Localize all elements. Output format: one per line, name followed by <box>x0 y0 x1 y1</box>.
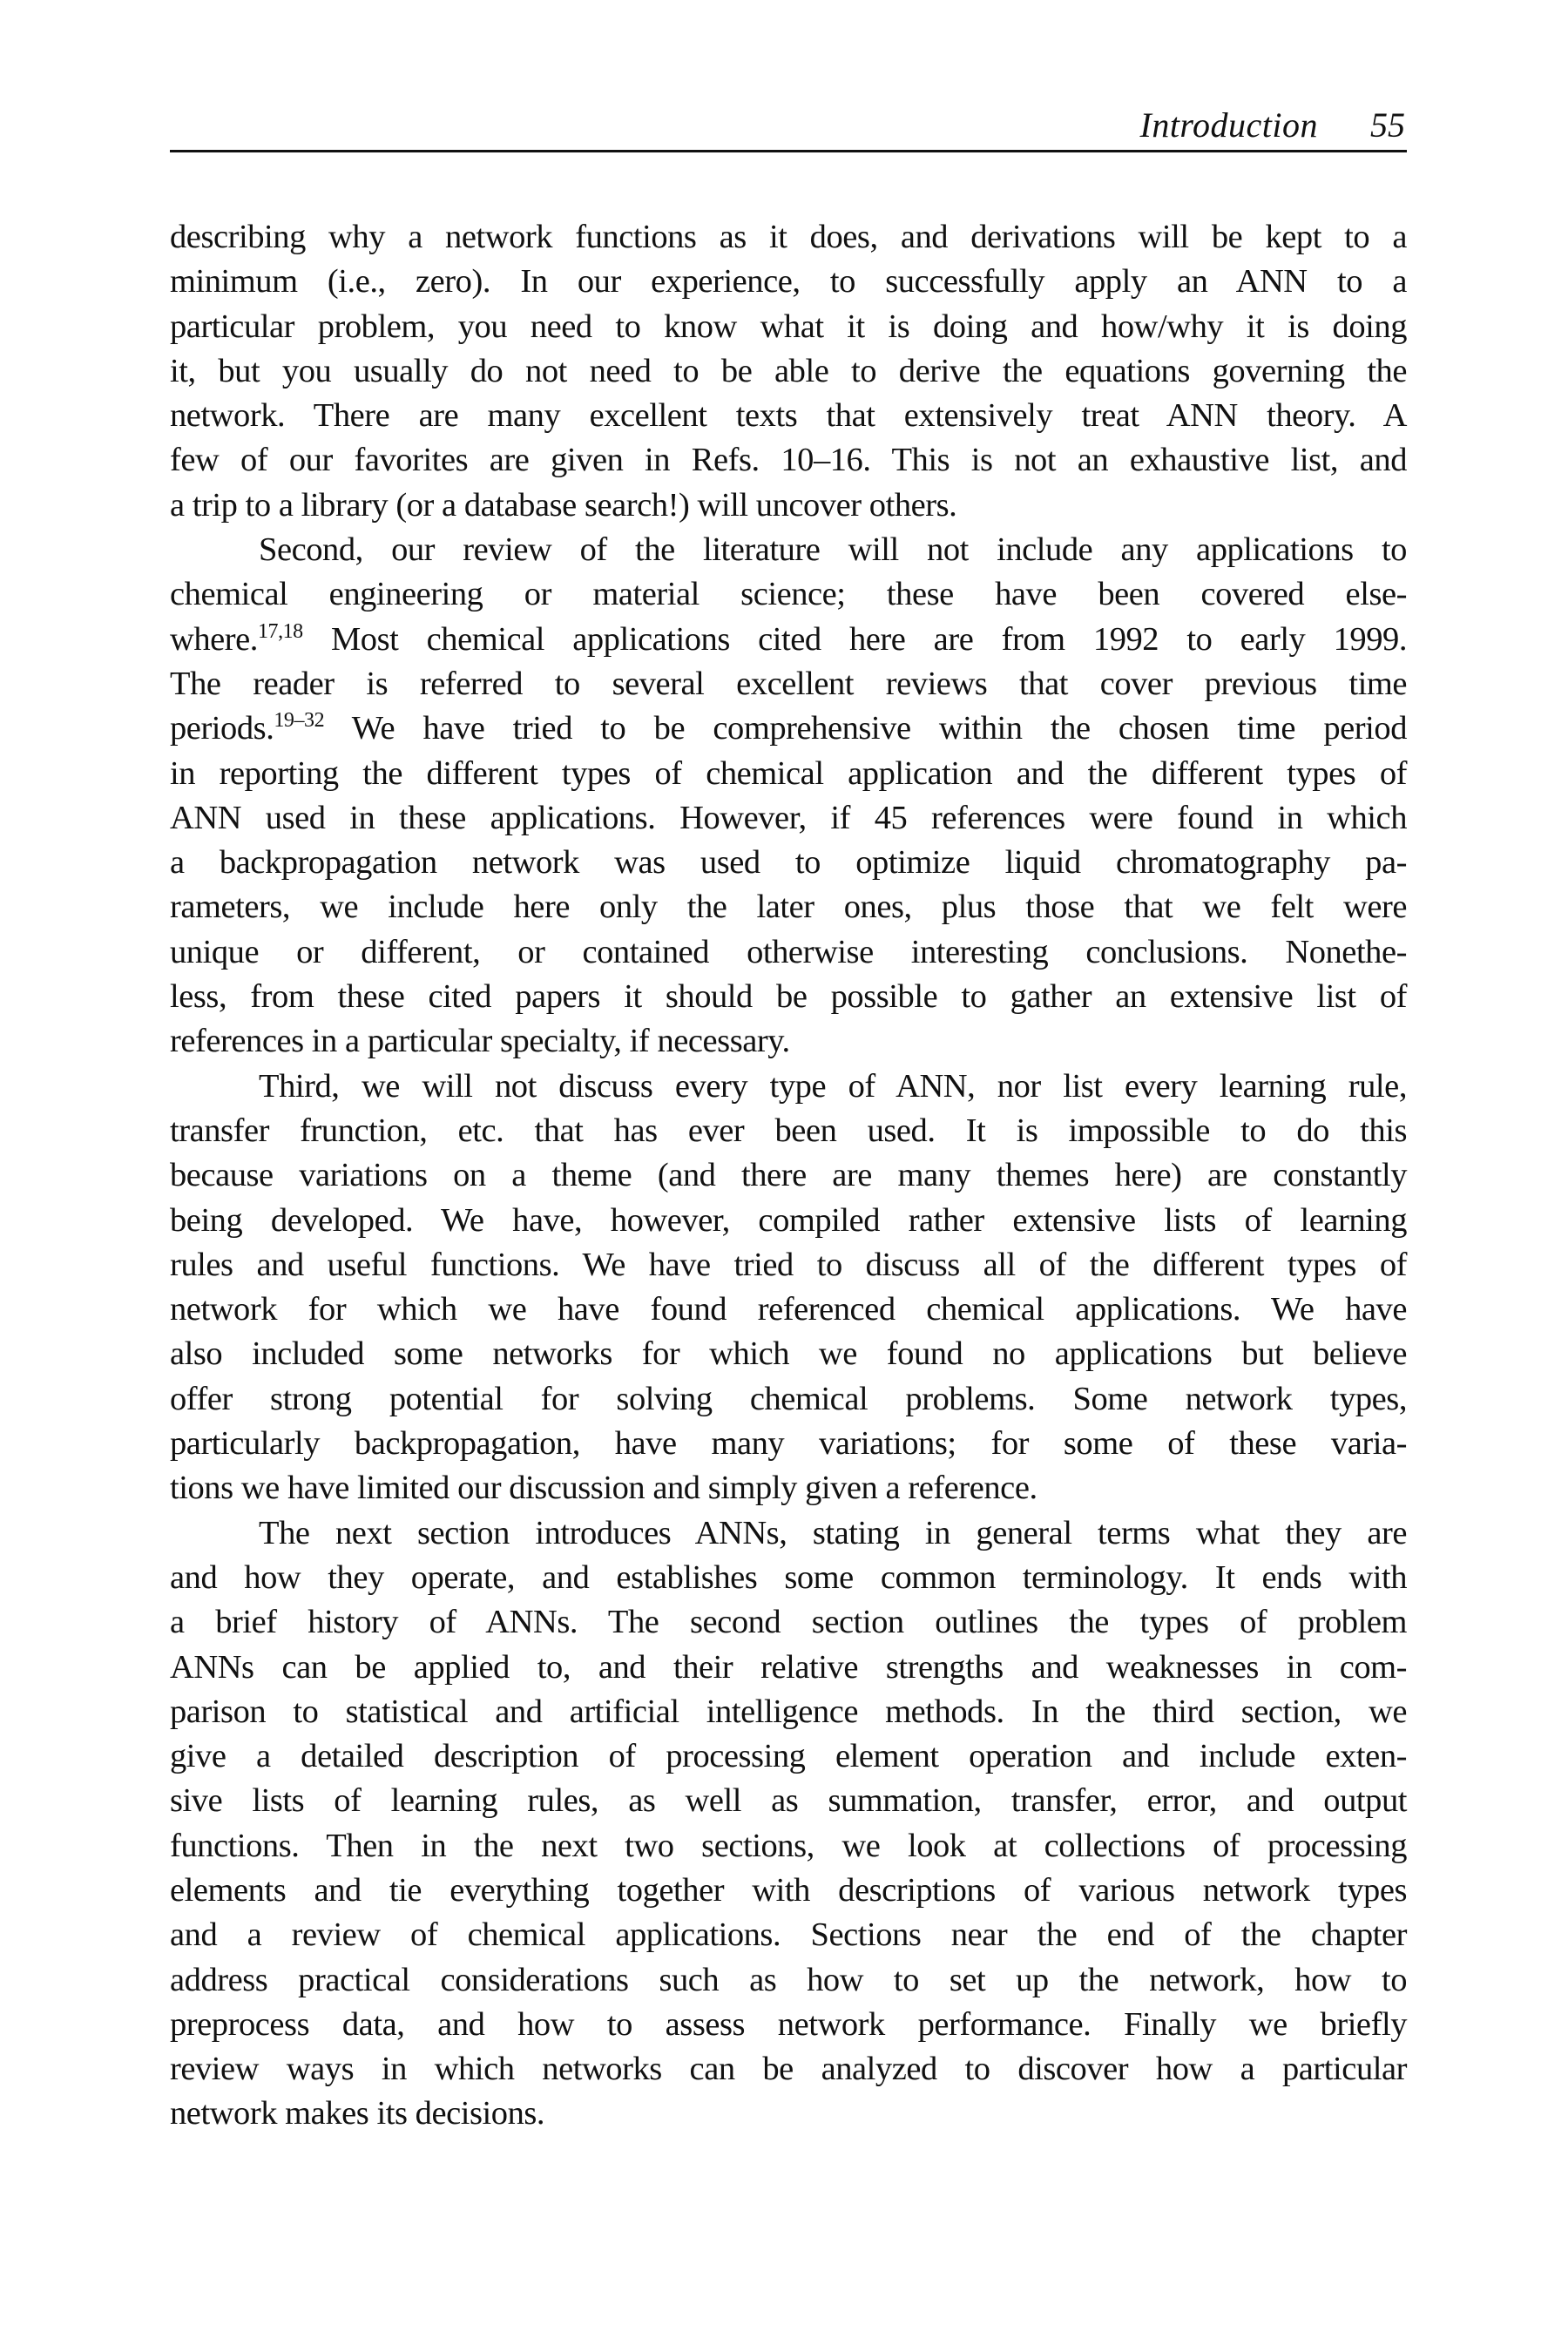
citation-superscript: 17,18 <box>257 619 303 643</box>
text-line: Third, we will not discuss every type of ANN, nor list every learning rule, <box>259 1067 1407 1105</box>
text-line: ANNs can be applied to, and their relative strengths and weaknesses in com- <box>170 1648 1407 1686</box>
text-line: tions we have limited our discussion and simply given a reference. <box>170 1470 1037 1507</box>
text-line: address practical considerations such as how to set up the network, how to <box>170 1961 1407 1998</box>
text-line: few of our favorites are given in Refs. 10–16. This is not an exhaustive list, and <box>170 442 1407 479</box>
line-text: where. <box>170 620 258 658</box>
line-text: We have tried to be comprehensive within the chosen time period <box>324 710 1407 747</box>
text-line: a backpropagation network was used to optimize liquid chromatography pa- <box>170 844 1407 882</box>
text-line: functions. Then in the next two sections, we look at collections of processing <box>170 1827 1407 1864</box>
text-line-with-citation <box>170 706 1407 751</box>
text-line: and how they operate, and establishes some common terminology. It ends with <box>170 1558 1407 1596</box>
line-text: periods. <box>170 710 274 747</box>
text-line: offer strong potential for solving chemical problems. Some network types, <box>170 1380 1407 1417</box>
text-line: unique or different, or contained otherwise interesting conclusions. Nonethe- <box>170 933 1407 970</box>
text-line: it, but you usually do not need to be able to derive the equations governing the <box>170 352 1407 389</box>
paragraph-continuation <box>170 215 1407 528</box>
text-line: transfer frunction, etc. that has ever been used. It is impossible to do this <box>170 1112 1407 1149</box>
text-line: rules and useful functions. We have tried to discuss all of the different types of <box>170 1246 1407 1283</box>
text-line: and a review of chemical applications. Sections near the end of the chapter <box>170 1916 1407 1954</box>
text-line: describing why a network functions as it does, and derivations will be kept to a <box>170 219 1407 255</box>
body-text <box>170 215 1407 2137</box>
running-header <box>170 105 1407 152</box>
paragraph-fourth <box>170 1511 1407 2137</box>
text-line: particularly backpropagation, have many variations; for some of these varia- <box>170 1425 1407 1463</box>
paragraph-third <box>170 1064 1407 1511</box>
line-text: Most chemical applications cited here are from 1992 to early 1999. <box>302 620 1407 658</box>
text-line: The next section introduces ANNs, stating in general terms what they are <box>259 1514 1407 1551</box>
text-line: less, from these cited papers it should be possible to gather an extensive list of <box>170 978 1407 1016</box>
text-line: particular problem, you need to know what it is doing and how/why it is doing <box>170 308 1407 345</box>
text-line: Second, our review of the literature will not include any applications to <box>259 531 1407 569</box>
text-line-with-citation <box>170 618 1407 662</box>
running-header-title: Introduction <box>1139 105 1318 145</box>
text-line: preprocess data, and how to assess network performance. Finally we briefly <box>170 2005 1407 2043</box>
text-line: because variations on a theme (and there are many themes here) are constantly <box>170 1157 1407 1194</box>
text-line: ANN used in these applications. However, if 45 references were found in which <box>170 799 1407 836</box>
citation-superscript: 19–32 <box>274 709 325 733</box>
text-line: also included some networks for which we found no applications but believe <box>170 1335 1407 1373</box>
text-line: review ways in which networks can be analyzed to discover how a particular <box>170 2051 1407 2088</box>
text-line: sive lists of learning rules, as well as summation, transfer, error, and output <box>170 1782 1407 1820</box>
text-line: in reporting the different types of chemical application and the different types of <box>170 754 1407 792</box>
text-line: being developed. We have, however, compiled rather extensive lists of learning <box>170 1201 1407 1239</box>
text-line: a brief history of ANNs. The second section outlines the types of problem <box>170 1604 1407 1641</box>
text-line: a trip to a library (or a database search!) will uncover others. <box>170 486 957 524</box>
text-line: The reader is referred to several excellent reviews that cover previous time <box>170 665 1407 702</box>
text-line: network for which we have found referenced chemical applications. We have <box>170 1291 1407 1328</box>
paragraph-second <box>170 528 1407 1064</box>
text-line: parison to statistical and artificial intelligence methods. In the third section, we <box>170 1693 1407 1730</box>
text-line: rameters, we include here only the later ones, plus those that we felt were <box>170 889 1407 926</box>
text-line: network makes its decisions. <box>170 2095 545 2132</box>
page-number: 55 <box>1370 105 1405 145</box>
text-line: network. There are many excellent texts that extensively treat ANN theory. A <box>170 397 1407 435</box>
text-line: references in a particular specialty, if necessary. <box>170 1023 790 1060</box>
text-line: chemical engineering or material science; these have been covered else- <box>170 576 1407 613</box>
text-line: elements and tie everything together with descriptions of various network types <box>170 1871 1407 1909</box>
text-line: minimum (i.e., zero). In our experience, to successfully apply an ANN to a <box>170 263 1407 301</box>
text-line: give a detailed description of processing element operation and include exten- <box>170 1738 1407 1775</box>
